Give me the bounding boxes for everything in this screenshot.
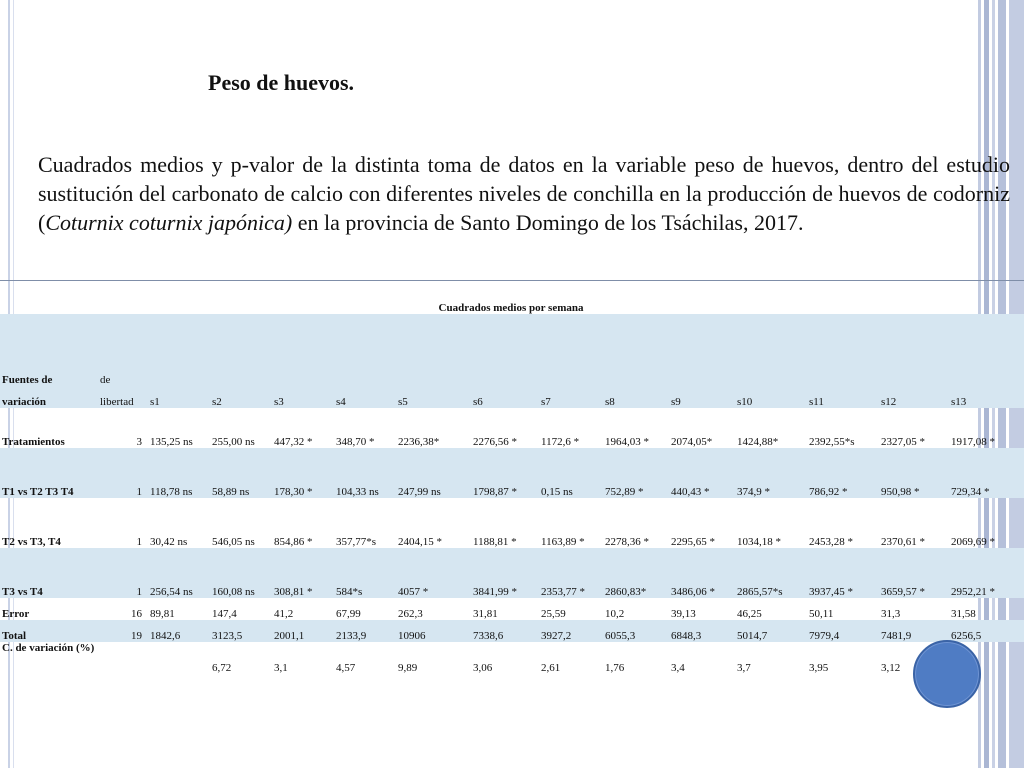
cv-value: 3,95 xyxy=(809,662,829,674)
decor-circle xyxy=(913,640,981,708)
header-week: s4 xyxy=(334,386,396,408)
cv-row xyxy=(0,642,1024,658)
cell-value: 30,42 ns xyxy=(150,536,188,548)
cell-value: 256,54 ns xyxy=(150,586,193,598)
cell-value: 1917,08 * xyxy=(951,436,995,448)
cell-value: 2865,57*s xyxy=(737,586,783,598)
cell-value: 31,3 xyxy=(881,608,901,620)
cell-value: 2453,28 * xyxy=(809,536,853,548)
row-label: Total xyxy=(2,630,27,642)
cell-value: 786,92 * xyxy=(809,486,848,498)
header-week: s12 xyxy=(879,386,949,408)
cell-value: 67,99 xyxy=(336,608,361,620)
cell-value: 2860,83* xyxy=(605,586,647,598)
slide-caption: Cuadrados medios y p-valor de la distinta toma de datos en la variable peso de huevos, dentro del estudio sustitución del carbonato de calcio con diferentes niveles de conchilla en la producción de huevos de codorniz (Coturnix coturnix japónica) en la provincia de Santo Domingo de los Tsáchilas, 2017. xyxy=(38,152,1010,235)
row-df: 1 xyxy=(136,586,142,598)
cell-value: 41,2 xyxy=(274,608,294,620)
cell-value: 1842,6 xyxy=(150,630,181,642)
cell-value: 1188,81 * xyxy=(473,536,517,548)
cell-value: 31,81 xyxy=(473,608,498,620)
cell-value: 950,98 * xyxy=(881,486,920,498)
row-df: 16 xyxy=(131,608,142,620)
header-spacer xyxy=(0,314,1024,366)
cell-value: 89,81 xyxy=(150,608,175,620)
header-source-1: Fuentes de xyxy=(0,366,98,386)
table-super-header: Cuadrados medios por semana xyxy=(438,302,584,314)
cell-value: 2236,38* xyxy=(398,436,440,448)
header-week: s9 xyxy=(669,386,735,408)
row-df: 1 xyxy=(136,536,142,548)
cell-value: 2133,9 xyxy=(336,630,367,642)
cell-value: 2952,21 * xyxy=(951,586,995,598)
cell-value: 2327,05 * xyxy=(881,436,925,448)
cell-value: 854,86 * xyxy=(274,536,313,548)
cell-value: 2404,15 * xyxy=(398,536,442,548)
cell-value: 2392,55*s xyxy=(809,436,855,448)
cell-value: 374,9 * xyxy=(737,486,770,498)
cell-value: 7979,4 xyxy=(809,630,840,642)
table-row xyxy=(0,408,1024,448)
cell-value: 440,43 * xyxy=(671,486,710,498)
cell-value: 255,00 ns xyxy=(212,436,255,448)
slide-title: Peso de huevos. xyxy=(208,70,355,95)
cell-value: 357,77*s xyxy=(336,536,377,548)
cell-value: 5014,7 xyxy=(737,630,768,642)
header-df-1: de xyxy=(98,366,148,386)
cell-value: 584*s xyxy=(336,586,363,598)
cell-value: 135,25 ns xyxy=(150,436,193,448)
cell-value: 3937,45 * xyxy=(809,586,853,598)
cell-value: 308,81 * xyxy=(274,586,313,598)
table-row xyxy=(0,598,1024,620)
cell-value: 1163,89 * xyxy=(541,536,585,548)
cell-value: 1172,6 * xyxy=(541,436,580,448)
table-row xyxy=(0,498,1024,548)
header-week: s2 xyxy=(210,386,272,408)
cell-value: 6848,3 xyxy=(671,630,702,642)
cell-value: 10,2 xyxy=(605,608,625,620)
header-week: s11 xyxy=(807,386,879,408)
cell-value: 39,13 xyxy=(671,608,696,620)
table-row xyxy=(0,448,1024,498)
cell-value: 546,05 ns xyxy=(212,536,255,548)
cell-value: 2353,77 * xyxy=(541,586,585,598)
cell-value: 3927,2 xyxy=(541,630,572,642)
cv-value: 3,12 xyxy=(881,662,901,674)
cv-value: 3,06 xyxy=(473,662,493,674)
cv-value: 2,61 xyxy=(541,662,561,674)
cell-value: 50,11 xyxy=(809,608,834,620)
cell-value: 160,08 ns xyxy=(212,586,255,598)
cell-value: 1034,18 * xyxy=(737,536,781,548)
cv-value: 4,57 xyxy=(336,662,356,674)
cell-value: 25,59 xyxy=(541,608,566,620)
header-week: s6 xyxy=(471,386,539,408)
cell-value: 104,33 ns xyxy=(336,486,379,498)
cell-value: 118,78 ns xyxy=(150,486,193,498)
cell-value: 447,32 * xyxy=(274,436,313,448)
header-week: s1 xyxy=(148,386,210,408)
row-label: T2 vs T3, T4 xyxy=(2,536,61,548)
header-week: s7 xyxy=(539,386,603,408)
cell-value: 178,30 * xyxy=(274,486,313,498)
cell-value: 1798,87 * xyxy=(473,486,517,498)
cell-value: 348,70 * xyxy=(336,436,375,448)
cell-value: 0,15 ns xyxy=(541,486,573,498)
cell-value: 729,34 * xyxy=(951,486,990,498)
cv-value: 3,1 xyxy=(274,662,288,674)
cell-value: 2370,61 * xyxy=(881,536,925,548)
cv-values-row xyxy=(0,658,1024,674)
header-week: s8 xyxy=(603,386,669,408)
cell-value: 6256,5 xyxy=(951,630,982,642)
cell-value: 1964,03 * xyxy=(605,436,649,448)
row-label: T1 vs T2 T3 T4 xyxy=(2,486,74,498)
cell-value: 7338,6 xyxy=(473,630,504,642)
row-df: 1 xyxy=(136,486,142,498)
cv-label: C. de variación (%) xyxy=(2,642,95,654)
row-df: 19 xyxy=(131,630,142,642)
cell-value: 2276,56 * xyxy=(473,436,517,448)
cv-value: 3,4 xyxy=(671,662,685,674)
header-week: s10 xyxy=(735,386,807,408)
cell-value: 147,4 xyxy=(212,608,237,620)
cell-value: 2001,1 xyxy=(274,630,305,642)
cell-value: 262,3 xyxy=(398,608,423,620)
cv-value: 3,7 xyxy=(737,662,751,674)
mean-squares-table xyxy=(0,292,1024,674)
cell-value: 2295,65 * xyxy=(671,536,715,548)
cell-value: 46,25 xyxy=(737,608,762,620)
cell-value: 7481,9 xyxy=(881,630,912,642)
cell-value: 3486,06 * xyxy=(671,586,715,598)
header-week: s3 xyxy=(272,386,334,408)
cell-value: 3841,99 * xyxy=(473,586,517,598)
cv-value: 9,89 xyxy=(398,662,418,674)
cell-value: 3123,5 xyxy=(212,630,243,642)
cell-value: 10906 xyxy=(398,630,426,642)
cell-value: 2074,05* xyxy=(671,436,713,448)
cv-value xyxy=(148,658,210,674)
caption-divider xyxy=(0,280,1024,281)
cell-value: 58,89 ns xyxy=(212,486,250,498)
cell-value: 31,58 xyxy=(951,608,976,620)
row-label: Error xyxy=(2,608,30,620)
cell-value: 6055,3 xyxy=(605,630,636,642)
row-label: T3 vs T4 xyxy=(2,586,43,598)
header-week: s13 xyxy=(949,386,1024,408)
cell-value: 2069,69 * xyxy=(951,536,995,548)
row-label: Tratamientos xyxy=(2,436,65,448)
table-row xyxy=(0,548,1024,598)
table-row xyxy=(0,620,1024,642)
cv-value: 1,76 xyxy=(605,662,625,674)
row-df: 3 xyxy=(136,436,142,448)
cell-value: 3659,57 * xyxy=(881,586,925,598)
header-df-3: libertad xyxy=(98,386,148,408)
header-week: s5 xyxy=(396,386,471,408)
cell-value: 752,89 * xyxy=(605,486,644,498)
cell-value: 247,99 ns xyxy=(398,486,441,498)
cv-value: 6,72 xyxy=(212,662,232,674)
header-source-2: variación xyxy=(0,386,98,408)
cell-value: 1424,88* xyxy=(737,436,779,448)
cell-value: 2278,36 * xyxy=(605,536,649,548)
cell-value: 4057 * xyxy=(398,586,429,598)
